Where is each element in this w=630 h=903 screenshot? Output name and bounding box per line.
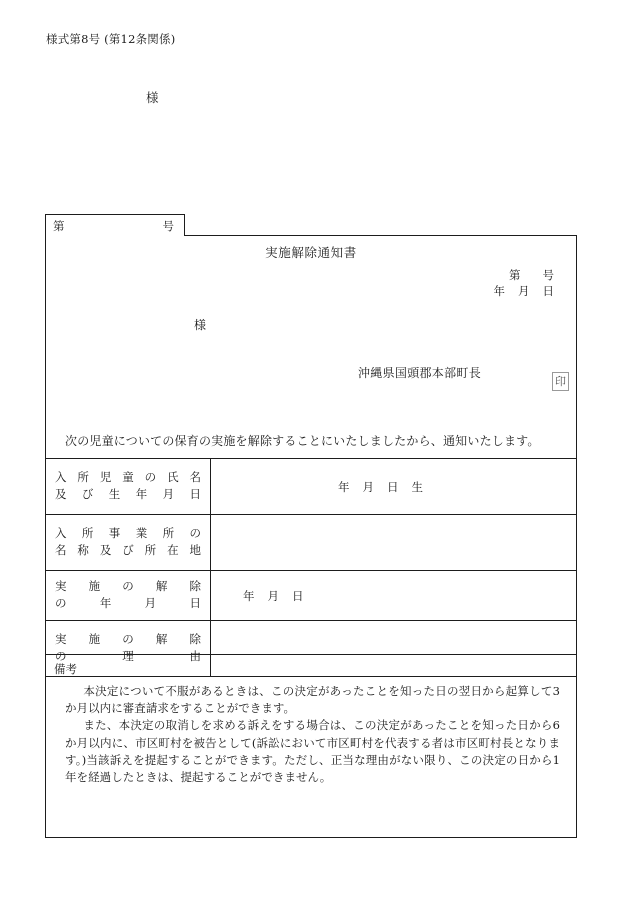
row-label-cancellation-date xyxy=(46,571,211,621)
row-value-facility-name-address xyxy=(211,515,577,571)
issue-number-suffix: 号 xyxy=(542,268,554,282)
label-line-2: 名称及び所在地 xyxy=(55,543,201,557)
row-value-child-name-birthdate xyxy=(211,459,577,515)
cancellation-date-placeholder xyxy=(221,588,566,604)
issue-number-prefix: 第 xyxy=(509,268,521,282)
issuer-name: 沖縄県国頭郡本部町長 xyxy=(358,366,482,380)
document-number-suffix: 号 xyxy=(162,219,174,233)
birth-suffix: 生 xyxy=(411,479,423,494)
birth-month: 月 xyxy=(362,479,374,494)
notice-form-frame xyxy=(45,235,577,838)
lead-sentence: 次の児童についての保育の実施を解除することにいたしましたから、通知いたします。 xyxy=(65,434,540,448)
birth-day: 日 xyxy=(387,479,399,494)
remarks-paragraph-1: 本決定について不服があるときは、この決定があったことを知った日の翌日から起算して3か月以内に審査請求をすることができます。 xyxy=(65,684,560,716)
issue-date-field xyxy=(494,283,555,299)
row-label-child-name-birthdate xyxy=(46,459,211,515)
document-number-tab xyxy=(45,214,185,236)
issue-number-field xyxy=(509,267,554,283)
remarks-body xyxy=(65,683,560,786)
label-line-1: 実施の解除 xyxy=(55,579,201,593)
notice-addressee-label: 様 xyxy=(194,318,207,332)
label-line-1: 入所事業所の xyxy=(55,526,201,540)
label-line-2: の年月日 xyxy=(55,596,201,610)
document-number-prefix: 第 xyxy=(53,219,65,233)
birthdate-placeholder xyxy=(221,479,566,495)
label-line-1: 実施の解除 xyxy=(55,632,201,646)
cancel-year: 年 xyxy=(243,588,255,603)
remarks-title: 備考 xyxy=(54,662,77,676)
issue-date-year: 年 xyxy=(493,284,505,298)
remarks-paragraph-2: また、本決定の取消しを求める訴えをする場合は、この決定があったことを知った日から6か月以内に、市区町村を被告として(訴訟において市区町村を代表する者は市区町村長となります。)当該訴えを提起することができます。ただし、正当な理由がない限り、この決定の日から1年を経過したときは、提起することができません。 xyxy=(65,718,560,785)
birth-year: 年 xyxy=(338,479,350,494)
remarks-section xyxy=(46,654,576,837)
row-label-facility-name-address xyxy=(46,515,211,571)
cancel-month: 月 xyxy=(267,588,279,603)
row-value-cancellation-date xyxy=(211,571,577,621)
table-row xyxy=(46,515,577,571)
label-line-1: 入所児童の氏名 xyxy=(55,470,201,484)
cancel-day: 日 xyxy=(292,588,304,603)
notice-data-table xyxy=(45,458,577,677)
label-line-2: 及び生年月日 xyxy=(55,487,201,501)
outer-addressee-label: 様 xyxy=(146,90,159,105)
form-code-label: 様式第8号 (第12条関係) xyxy=(46,32,176,46)
table-row xyxy=(46,459,577,515)
label-line-2: の理由 xyxy=(55,649,201,663)
notice-title: 実施解除通知書 xyxy=(265,245,357,260)
seal-stamp-box: 印 xyxy=(552,372,569,391)
issue-date-day: 日 xyxy=(542,284,554,298)
issue-date-month: 月 xyxy=(518,284,530,298)
table-row xyxy=(46,571,577,621)
